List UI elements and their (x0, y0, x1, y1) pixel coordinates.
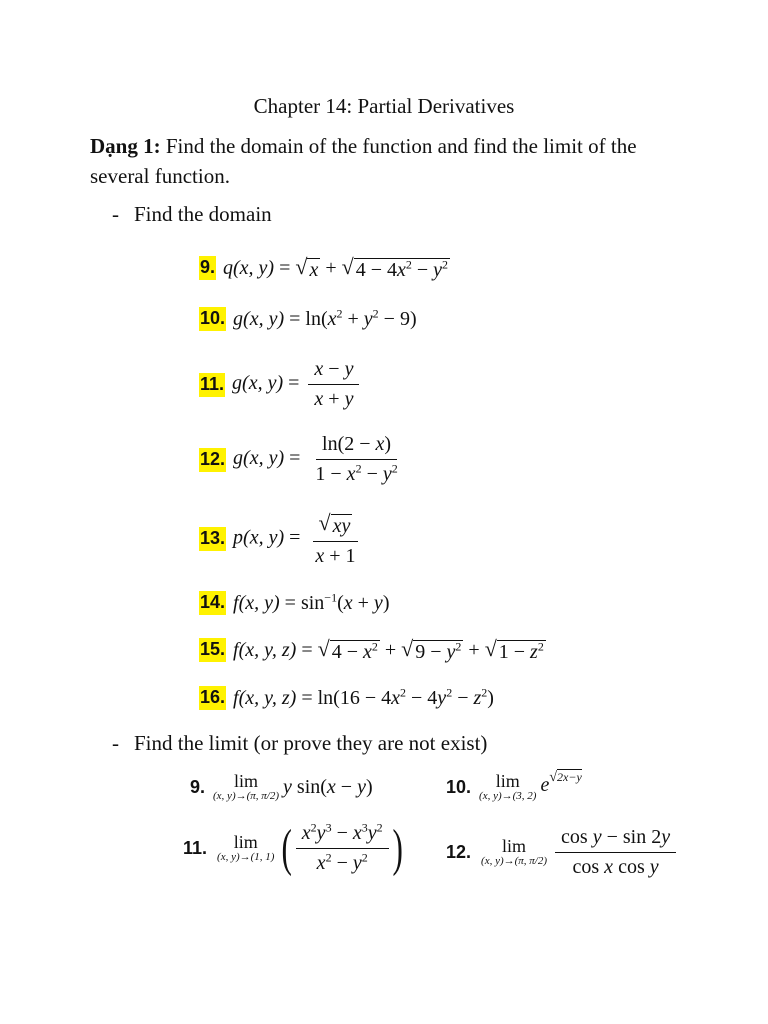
problem-number: 12. (199, 448, 226, 472)
domain-problem-14: 14. f(x, $y) = \sin^{-1}(x + y)$ (200, 589, 390, 614)
problem-number: 10. (446, 777, 472, 797)
domain-problem-15: 15. f(x, y, z) = √ $4 - x^2$ + √ $9 - y^2$ + √ $1 - z^2$ (200, 636, 544, 663)
problem-number: 10. (199, 307, 226, 331)
problem-number: 11. (199, 373, 225, 397)
bullet-limit-text: Find the limit (or prove they are not exist) (134, 731, 488, 755)
problem-number: 13. (199, 527, 226, 551)
problem-number: 9. (199, 256, 216, 280)
section-heading (90, 131, 690, 191)
domain-problem-12: 12. g(x, y) = $\frac{\ln(2 - x)}{1 - x^2 - y^2}$ (200, 433, 398, 485)
limit-problem-9: 9. lim (x, y)→(π, π/2) y sin( x − y ) (190, 771, 373, 802)
domain-problem-16: 16. f(x, y, $z) = \ln(16 - 4x^2 - 4y^2 - z^2)$ (200, 684, 494, 709)
problem-number: 14. (199, 591, 226, 615)
problem-number: 9. (190, 777, 206, 797)
problem-number: 12. (446, 842, 472, 862)
bullet-domain-text: Find the domain (134, 202, 272, 226)
section-text: Find the domain of the function and find the limit of the several function. (90, 134, 637, 188)
problem-number: 15. (199, 638, 226, 662)
domain-problem-11: 11. g(x, y) = $\frac{x - y}{x + y}$ (199, 358, 363, 411)
limit-problem-10: 10. lim (x, y)→(3, 2) $e^{√2x-y}$ (446, 770, 582, 802)
chapter-title: Chapter 14: Partial Derivatives (253, 94, 515, 118)
section-label: Dạng 1: (90, 134, 161, 158)
problem-number: 11. (183, 838, 208, 858)
domain-problem-9: 9. q(x, y) = √ x + √ $4 - 4x^2 - y^2$ (200, 254, 449, 281)
limit-problem-12: 12. lim (x, y)→(π, π/2) $\frac{\text{cos y − sin 2y}}{\text{cos x cos y}}$ (446, 826, 680, 879)
problem-number: 16. (199, 686, 226, 710)
bullet-domain: - Find the domain (112, 202, 272, 226)
domain-problem-10: 10. g(x, $y) = \ln(x^2 + y^2 - 9)$ (200, 305, 417, 330)
limit-problem-11: 11. lim (x, y)→(1, 1) ( $\frac{x^2y^3 - x^3y^2}{x^2 - y^2}$ ) (183, 819, 403, 877)
bullet-limit: - Find the limit (or prove they are not exist) (112, 731, 488, 755)
domain-problem-13: 13. p(x, y) = √ xy x + 1 (199, 510, 366, 568)
